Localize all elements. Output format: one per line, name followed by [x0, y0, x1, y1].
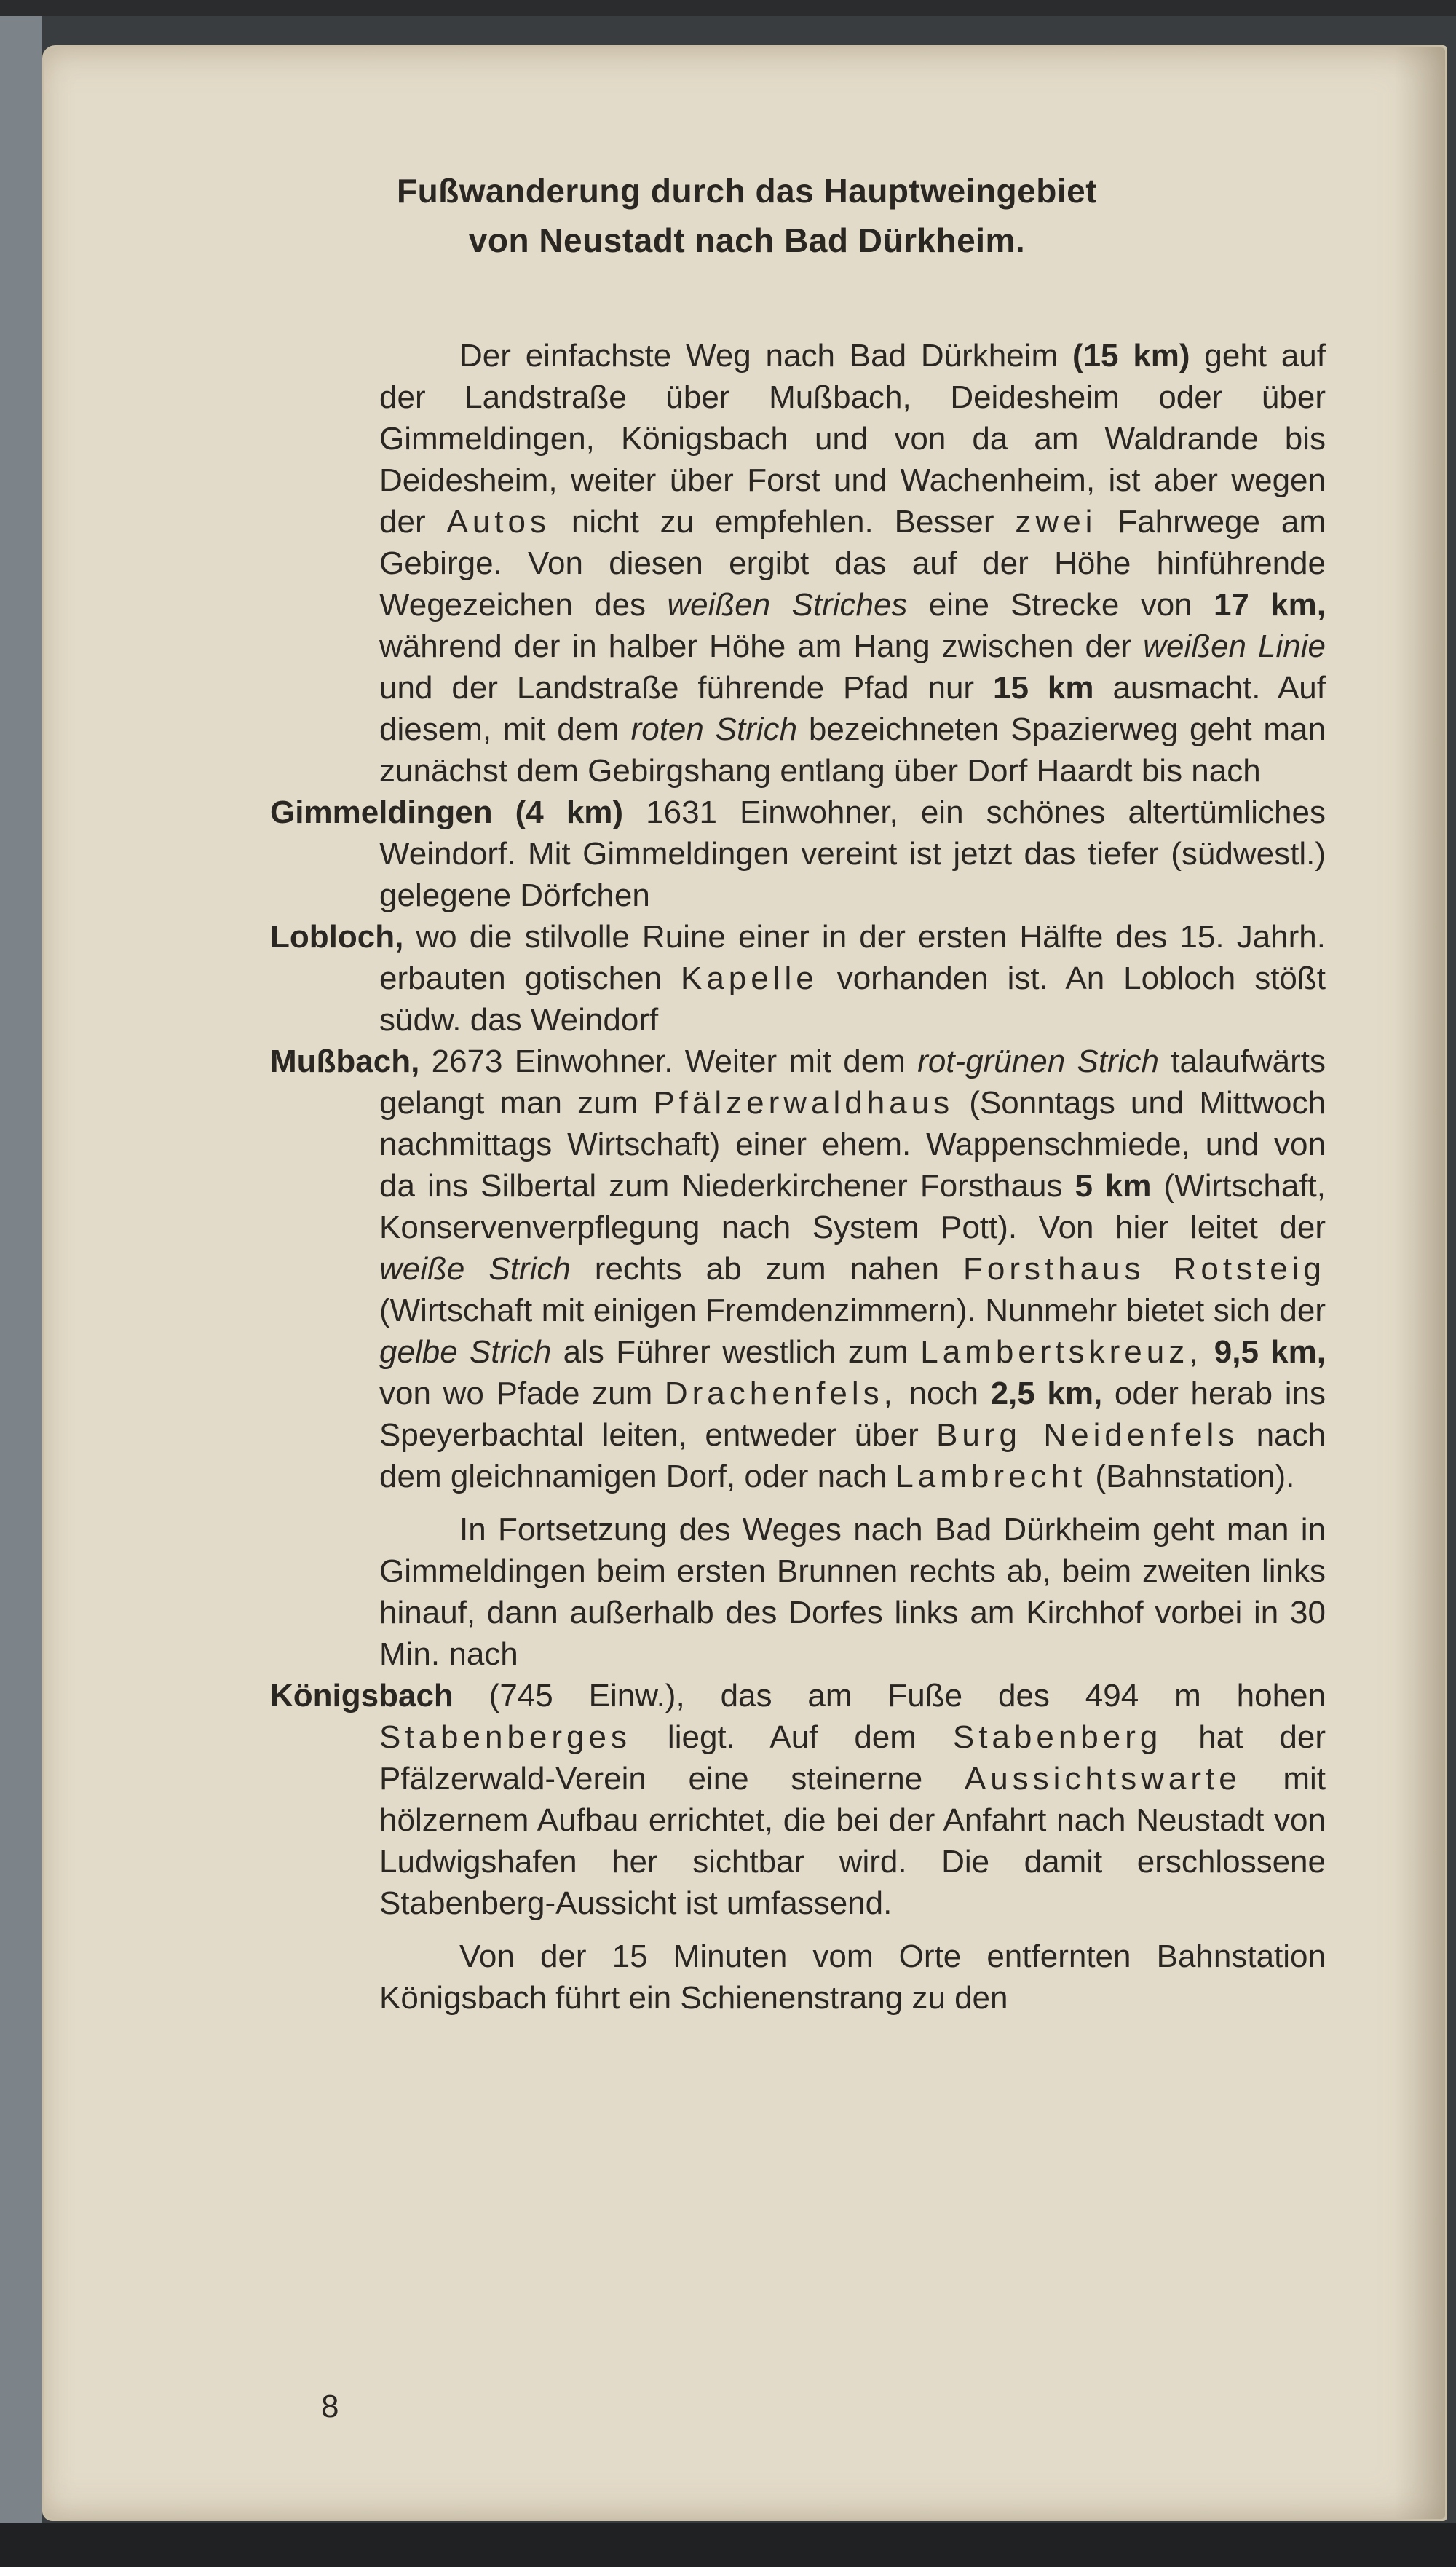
text-run: nach dem gleichnamigen Dorf, oder nach	[379, 1417, 1326, 1494]
distance: 15 km	[993, 670, 1094, 706]
distance: 2,5 km,	[990, 1376, 1103, 1411]
text-run: Der einfachste Weg nach Bad Dürkheim	[459, 338, 1072, 374]
text-run: ausmacht. Auf diesem, mit dem	[379, 670, 1326, 747]
scan-border-bottom	[0, 2523, 1456, 2567]
trail-marker: weißen Linie	[1143, 628, 1326, 664]
body-text	[270, 335, 1326, 2019]
text-run: (Sonntags und Mittwoch nachmittags Wirtschaft) einer ehem. Wappenschmiede, und von da ins Silbertal zum Niederkirchener Forsthaus	[379, 1085, 1326, 1204]
spaced-word: Kapelle	[680, 961, 818, 996]
paragraph-1	[379, 335, 1326, 792]
text-run: von wo Pfade zum	[379, 1376, 665, 1411]
scan-border-top	[0, 0, 1456, 16]
text-run: (Wirtschaft, Konservenverpflegung nach System Pott). Von hier leitet der	[379, 1168, 1326, 1245]
spaced-word: Burg Neidenfels	[936, 1417, 1239, 1453]
spaced-word: Lambertskreuz,	[920, 1334, 1203, 1370]
paragraph-koenigsbach	[270, 1675, 1326, 1924]
text-run: (745 Einw.), das am Fuße des 494 m hohen	[453, 1678, 1326, 1714]
text-run: vorhanden ist. An Lobloch stößt südw. das Weindorf	[379, 961, 1326, 1038]
spaced-word: Lambrecht	[895, 1459, 1087, 1494]
text-run: und der Landstraße führende Pfad nur	[379, 670, 994, 706]
text-run: Von der 15 Minuten vom Orte entfernten Bahnstation Königsbach führt ein Schienenstrang zu den	[379, 1939, 1326, 2016]
paragraph-lobloch	[270, 916, 1326, 1041]
paragraph-final	[379, 1936, 1326, 2019]
text-run: als Führer westlich zum	[551, 1334, 921, 1370]
text-run: oder herab ins Speyerbachtal leiten, entweder über	[379, 1376, 1326, 1453]
distance: 17 km,	[1213, 587, 1326, 623]
trail-marker: weißen Striches	[667, 587, 908, 623]
trail-marker: gelbe Strich	[379, 1334, 552, 1370]
distance: (15 km)	[1072, 338, 1190, 374]
spaced-word: Aussichtswarte	[964, 1761, 1241, 1797]
text-run: 1631 Einwohner, ein schönes altertümliches Weindorf. Mit Gimmeldingen vereint ist jetzt das tiefer (südwestl.) gelegene Dörfchen	[379, 794, 1326, 913]
trail-marker: roten Strich	[630, 711, 798, 747]
place-name: Lobloch,	[270, 919, 404, 955]
text-run: noch	[896, 1376, 991, 1411]
text-run: rechts ab zum nahen	[570, 1251, 963, 1287]
spaced-word: Forsthaus Rotsteig	[962, 1251, 1326, 1287]
page-edge-shadow	[1394, 47, 1445, 2519]
text-run: wo die stilvolle Ruine einer in der ersten Hälfte des 15. Jahrh. erbauten gotischen	[379, 919, 1326, 996]
book-page	[42, 45, 1447, 2521]
text-run: In Fortsetzung des Weges nach Bad Dürkheim geht man in Gimmeldingen beim ersten Brunnen rechts ab, beim zweiten links hinauf, dann außerhalb des Dorfes links am Kirchhof vorbei in 30 Min. nach	[379, 1512, 1326, 1672]
spaced-word: zwei	[1015, 504, 1097, 540]
spaced-word: Drachenfels,	[664, 1376, 897, 1411]
page-number: 8	[321, 2389, 339, 2424]
place-name: Königsbach	[270, 1678, 454, 1714]
place-name: Gimmeldingen (4 km)	[270, 794, 624, 830]
page-title-line-1: Fußwanderung durch das Hauptweingebiet	[396, 172, 1098, 210]
text-run: nicht zu empfehlen. Besser	[550, 504, 1016, 540]
trail-marker: weiße Strich	[379, 1251, 571, 1287]
distance: 5 km	[1075, 1168, 1152, 1204]
spaced-word: Stabenberg	[952, 1719, 1163, 1755]
text-run: (Wirtschaft mit einigen Fremdenzimmern). Nunmehr bietet sich der	[379, 1293, 1326, 1328]
spaced-word: Autos	[446, 504, 550, 540]
paragraph-gimmeldingen	[270, 792, 1326, 916]
distance: 9,5 km,	[1202, 1334, 1326, 1370]
text-run: (Bahnstation).	[1086, 1459, 1295, 1494]
text-run: geht auf der Landstraße über Mußbach, Deidesheim oder über Gimmeldingen, Königsbach und von da am Waldrande bis Deidesheim, weiter über Forst und Wachenheim, ist aber wegen der	[379, 338, 1326, 540]
text-run: mit hölzernem Aufbau errichtet, die bei der Anfahrt nach Neustadt von Ludwigshafen her sichtbar wird. Die damit erschlossene Stabenberg-Aussicht ist umfassend.	[379, 1761, 1326, 1921]
scan-border-left	[0, 16, 42, 2523]
spaced-word: Pfälzerwaldhaus	[653, 1085, 954, 1121]
text-run: bezeichneten Spazierweg geht man zunächst dem Gebirgshang entlang über Dorf Haardt bis nach	[379, 711, 1326, 789]
text-run: 2673 Einwohner. Weiter mit dem	[419, 1044, 918, 1079]
text-run: liegt. Auf dem	[631, 1719, 953, 1755]
text-run: Fahrwege am Gebirge. Von diesen ergibt das auf der Höhe hinführende Wegezeichen des	[379, 504, 1326, 623]
text-run: talaufwärts gelangt man zum	[379, 1044, 1326, 1121]
spaced-word: Stabenberges	[379, 1719, 631, 1755]
trail-marker: rot-grünen Strich	[917, 1044, 1159, 1079]
text-run: während der in halber Höhe am Hang zwischen der	[379, 628, 1144, 664]
text-run: hat der Pfälzerwald-Verein eine steinerne	[379, 1719, 1326, 1797]
page-title-line-2: von Neustadt nach Bad Dürkheim.	[468, 221, 1026, 259]
place-name: Mußbach,	[270, 1044, 420, 1079]
paragraph-mussbach	[270, 1041, 1326, 1497]
text-run: eine Strecke von	[907, 587, 1214, 623]
paragraph-continuation	[379, 1509, 1326, 1675]
